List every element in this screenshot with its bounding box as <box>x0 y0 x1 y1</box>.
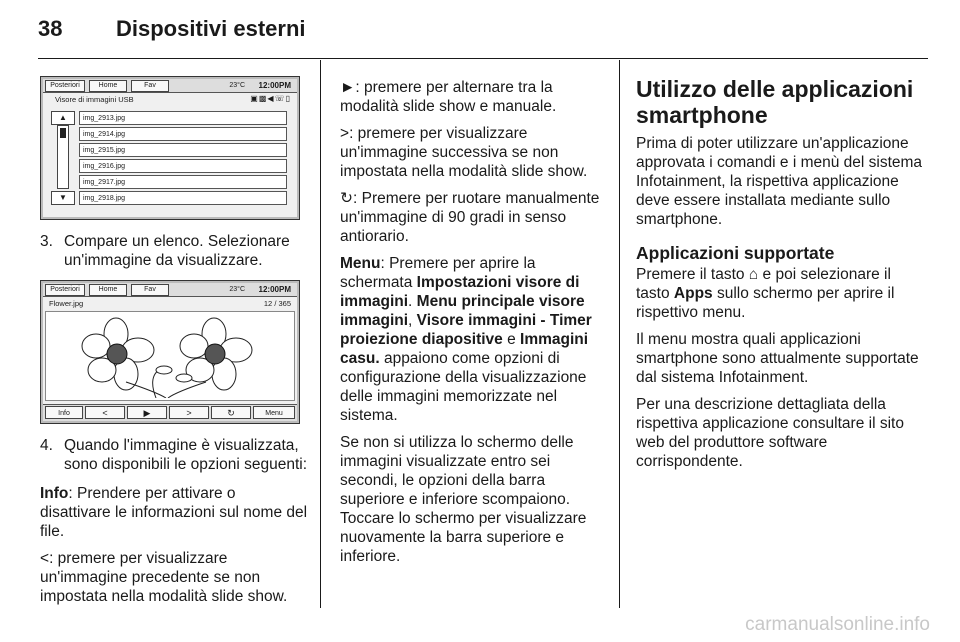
back-button: Posteriori <box>45 284 85 296</box>
column-1 <box>40 76 308 614</box>
column-2 <box>340 78 608 574</box>
file-row: img_2914.jpg <box>79 127 287 141</box>
usb-icon: ▣ <box>250 94 259 103</box>
next-icon: > <box>169 406 209 419</box>
watermark: carmanualsonline.info <box>745 614 930 635</box>
info-text: : Prendere per attivare o disattivare le informazioni sul nome del file. <box>40 485 308 540</box>
scroll-thumb <box>60 128 66 138</box>
page-header <box>38 12 928 52</box>
file-row: img_2917.jpg <box>79 175 287 189</box>
home-button: Home <box>89 80 127 92</box>
info-description <box>40 484 308 541</box>
play-icon: ▶ <box>127 406 167 419</box>
timeout-paragraph: Se non si utilizza lo schermo delle immagini visualizzate entro sei secondi, le opzioni della barra superiore e inferiore scompaiono. Toccare lo schermo per visualizzare nuovamente la barra superiore e inferiore. <box>340 434 587 565</box>
clock: 12:00PM <box>258 81 291 90</box>
scroll-track <box>57 125 69 189</box>
file-row: img_2913.jpg <box>79 111 287 125</box>
rotate-icon: ↻ <box>211 406 251 419</box>
previous-icon: < <box>85 406 125 419</box>
temperature: 23°C <box>229 82 245 89</box>
apps-text: Premere il tasto <box>636 266 749 283</box>
back-button: Posteriori <box>45 80 85 92</box>
section-heading: Utilizzo delle applicazioni smartphone <box>636 76 914 128</box>
menu-description <box>340 254 608 425</box>
column-3 <box>636 76 928 479</box>
play-description <box>340 78 608 116</box>
fav-button: Fav <box>131 80 169 92</box>
speaker-icon: ◀ <box>267 94 275 103</box>
screen-top-bar <box>43 283 297 297</box>
menu-option: Impostazioni visore di immagini <box>340 274 580 310</box>
menu-separator: e <box>502 331 521 348</box>
play-text: : premere per alternare tra la modalità slide show e manuale. <box>340 79 557 115</box>
header-rule <box>38 58 928 59</box>
clock: 12:00PM <box>258 285 291 294</box>
temperature: 23°C <box>229 286 245 293</box>
play-symbol: ► <box>340 79 356 96</box>
aux-icon: ▯ <box>285 94 291 103</box>
description-paragraph: Per una descrizione dettagliata della rispettiva applicazione consultare il sito web del produttore software corrispondente. <box>636 396 904 470</box>
scroll-up-button: ▲ <box>51 111 75 125</box>
step-3 <box>40 232 308 270</box>
subsection-heading: Applicazioni supportate <box>636 243 835 263</box>
fav-button: Fav <box>131 284 169 296</box>
previous-text: : premere per visualizzare un'immagine precedente se non impostata nella modalità slide show. <box>40 550 288 605</box>
home-button: Home <box>89 284 127 296</box>
next-description <box>340 124 608 181</box>
flower-illustration <box>46 312 294 398</box>
step-number: 4. <box>40 437 53 454</box>
menu-option: Menu principale visore immagini <box>340 293 585 329</box>
step-text: Quando l'immagine è visualizzata, sono disponibili le opzioni seguenti: <box>64 437 307 473</box>
screenshot-image-viewer <box>40 280 300 424</box>
image-filename: Flower.jpg <box>49 299 84 308</box>
flower-image <box>45 311 295 401</box>
menu-button: Menu <box>253 406 295 419</box>
file-row: img_2916.jpg <box>79 159 287 173</box>
column-divider-2 <box>619 60 620 608</box>
file-row: img_2918.jpg <box>79 191 287 205</box>
column-divider-1 <box>320 60 321 608</box>
rotate-text: : Premere per ruotare manualmente un'immagine di 90 gradi in senso antiorario. <box>340 190 600 245</box>
previous-description <box>40 549 308 606</box>
screen-bottom-bar <box>43 404 297 421</box>
scroll-down-button: ▼ <box>51 191 75 205</box>
apps-text: e poi selezionare il tasto <box>636 266 891 302</box>
screen-subtitle: Visore di immagini USB <box>55 95 134 104</box>
image-counter: 12 / 365 <box>263 299 291 308</box>
previous-symbol: < <box>40 550 50 567</box>
menu-option: Visore immagini - Timer proiezione diapositive <box>340 312 592 348</box>
next-text: : premere per visualizzare un'immagine successiva se non impostata nella modalità slide show. <box>340 125 588 180</box>
info-label: Info <box>40 485 69 502</box>
menu-option: Immagini casu. <box>340 331 589 367</box>
home-icon: ⌂ <box>748 266 759 283</box>
apps-paragraph <box>636 265 928 322</box>
sd-icon: ▩ <box>258 94 268 103</box>
menu-label: Menu <box>340 255 381 272</box>
info-button: Info <box>45 406 83 419</box>
menu-text: : Premere per aprire la schermata <box>340 255 536 291</box>
step-number: 3. <box>40 233 53 250</box>
menu-separator: . <box>408 293 417 310</box>
media-icons <box>250 94 291 104</box>
supported-paragraph: Il menu mostra quali applicazioni smartphone sono attualmente supportate dal sistema Infotainment. <box>636 331 919 386</box>
rotate-description <box>340 189 608 246</box>
rotate-symbol: ↻ <box>340 190 353 207</box>
file-row: img_2915.jpg <box>79 143 287 157</box>
menu-separator: , <box>408 312 417 329</box>
screenshot-image-list <box>40 76 300 220</box>
menu-text: appaiono come opzioni di configurazione della visualizzazione delle immagini memorizzate nel sistema. <box>340 350 587 424</box>
screen-top-bar <box>43 79 297 93</box>
apps-label: Apps <box>673 285 713 302</box>
phone-icon: ☏ <box>274 94 286 103</box>
next-symbol: > <box>340 125 350 142</box>
apps-text: sullo schermo per aprire il rispettivo menu. <box>636 285 895 321</box>
intro-paragraph: Prima di poter utilizzare un'applicazione approvata i comandi e i menù del sistema Infotainment, la rispettiva applicazione deve essere installata mediante sullo smartphone. <box>636 135 923 228</box>
step-text: Compare un elenco. Selezionare un'immagine da visualizzare. <box>64 233 290 269</box>
page-title: Dispositivi esterni <box>116 16 306 41</box>
page-number: 38 <box>38 16 63 41</box>
step-4 <box>40 436 308 474</box>
